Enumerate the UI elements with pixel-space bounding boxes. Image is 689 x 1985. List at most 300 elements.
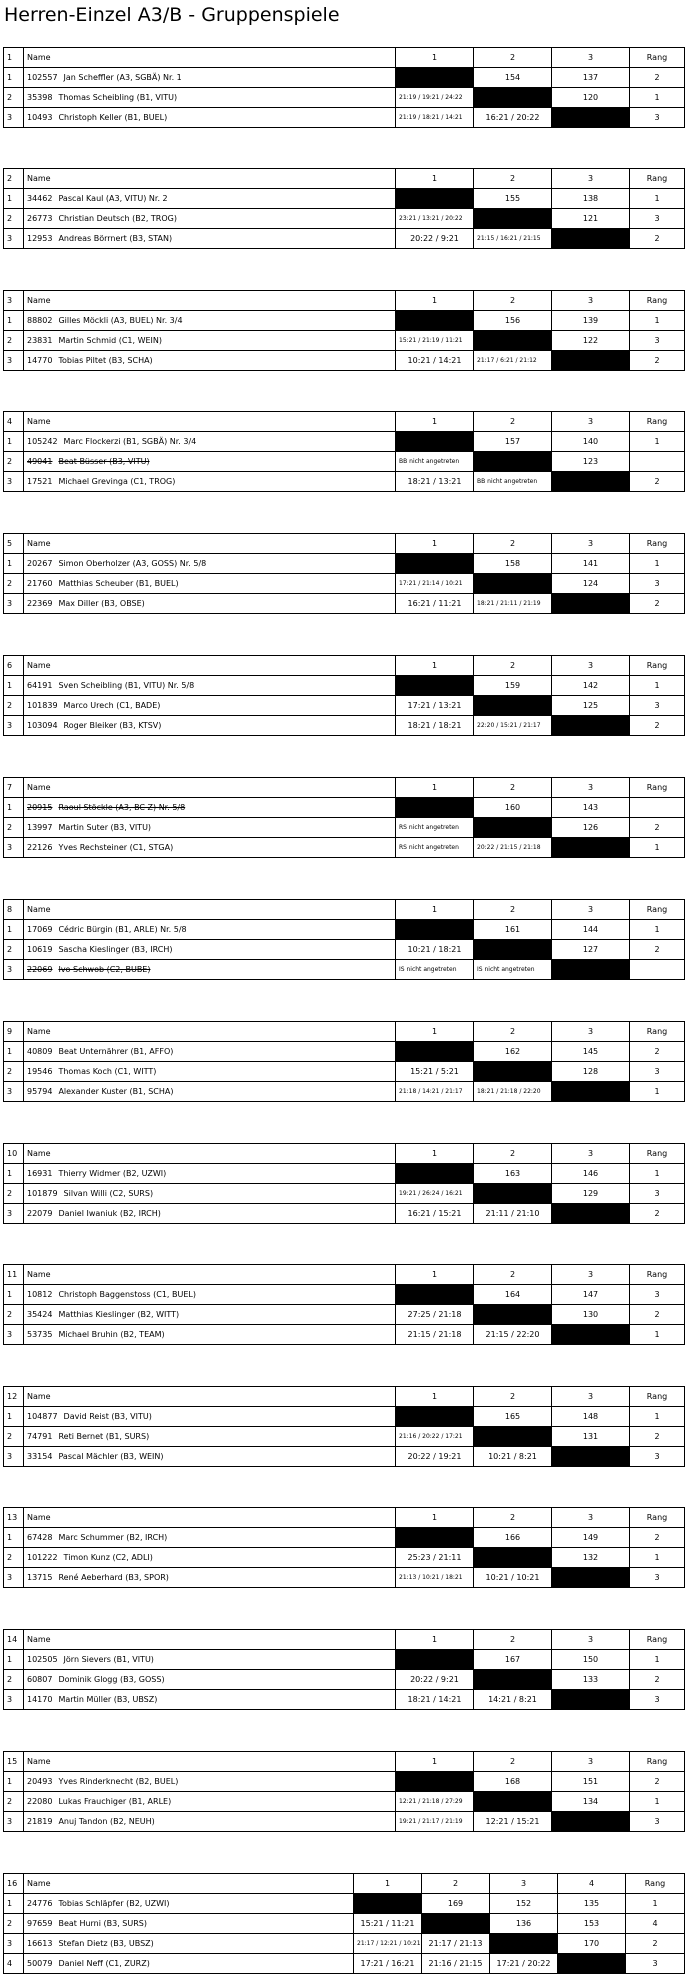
player-row: [4, 1954, 685, 1974]
rank-header: Rang: [630, 900, 685, 920]
player-id: 102505: [27, 1655, 58, 1664]
blocked-cell: [552, 1082, 630, 1102]
rank-header: Rang: [630, 656, 685, 676]
player-cell: [24, 351, 396, 371]
column-header: 1: [396, 1630, 474, 1650]
row-number: 1: [4, 432, 24, 452]
name-header: Name: [24, 1630, 396, 1650]
player-id: 16613: [27, 1939, 53, 1948]
player-cell: [24, 838, 396, 858]
rank-cell: 2: [630, 1528, 685, 1548]
blocked-cell: [474, 940, 552, 960]
player-cell: [24, 229, 396, 249]
group-number: 5: [4, 534, 24, 554]
name-header: Name: [24, 1265, 396, 1285]
score-cell: 20:22 / 9:21: [396, 229, 474, 249]
rank-cell: 1: [630, 920, 685, 940]
player-id: 22079: [27, 1209, 53, 1218]
player-name: Timon Kunz (C2, ADLI): [63, 1553, 153, 1562]
player-id: 22126: [27, 843, 53, 852]
column-header: 3: [552, 1265, 630, 1285]
score-cell: 12:21 / 15:21: [474, 1812, 552, 1832]
rank-header: Rang: [630, 291, 685, 311]
column-header: 2: [474, 1387, 552, 1407]
column-header: 1: [396, 656, 474, 676]
score-cell: 162: [474, 1042, 552, 1062]
score-cell: 167: [474, 1650, 552, 1670]
player-cell: [24, 1548, 396, 1568]
column-header: 2: [474, 291, 552, 311]
player-row: [4, 1285, 685, 1305]
row-number: 2: [4, 818, 24, 838]
player-row: [4, 1934, 685, 1954]
score-cell: 168: [474, 1772, 552, 1792]
name-header: Name: [24, 48, 396, 68]
row-number: 4: [4, 1954, 24, 1974]
row-number: 2: [4, 1792, 24, 1812]
name-header: Name: [24, 1022, 396, 1042]
row-number: 2: [4, 1305, 24, 1325]
score-cell: 21:17 / 12:21 / 10:21: [354, 1934, 422, 1954]
score-cell: 10:21 / 10:21: [474, 1568, 552, 1588]
score-cell: 138: [552, 189, 630, 209]
column-header: 3: [552, 1508, 630, 1528]
score-cell: 125: [552, 696, 630, 716]
player-row: [4, 594, 685, 614]
score-cell: 19:21 / 26:24 / 16:21: [396, 1184, 474, 1204]
group-number: 12: [4, 1387, 24, 1407]
score-cell: 17:21 / 13:21: [396, 696, 474, 716]
score-cell: 155: [474, 189, 552, 209]
score-cell: 144: [552, 920, 630, 940]
player-row: [4, 331, 685, 351]
player-id: 35398: [27, 93, 53, 102]
score-cell: 10:21 / 8:21: [474, 1447, 552, 1467]
player-name: Beat Unternährer (B1, AFFO): [58, 1047, 174, 1056]
group-header-row: [4, 291, 685, 311]
rank-cell: 2: [630, 472, 685, 492]
blocked-cell: [474, 1792, 552, 1812]
player-id: 35424: [27, 1310, 53, 1319]
column-header: 3: [552, 291, 630, 311]
player-cell: [24, 1650, 396, 1670]
score-cell: 25:23 / 21:11: [396, 1548, 474, 1568]
player-row: [4, 574, 685, 594]
row-number: 3: [4, 1325, 24, 1345]
row-number: 3: [4, 960, 24, 980]
rank-cell: 3: [630, 1285, 685, 1305]
player-name: Pascal Kaul (A3, VITU) Nr. 2: [58, 194, 168, 203]
player-id: 21819: [27, 1817, 53, 1826]
score-cell: 148: [552, 1407, 630, 1427]
player-cell: [24, 716, 396, 736]
rank-cell: 2: [626, 1934, 685, 1954]
rank-cell: 1: [630, 1548, 685, 1568]
player-cell: [24, 1204, 396, 1224]
player-row: [4, 1204, 685, 1224]
name-header: Name: [24, 1752, 396, 1772]
player-name: Stefan Dietz (B3, UBSZ): [58, 1939, 154, 1948]
player-row: [4, 1184, 685, 1204]
rank-cell: 1: [630, 1082, 685, 1102]
row-number: 2: [4, 88, 24, 108]
score-cell: 134: [552, 1792, 630, 1812]
blocked-cell: [474, 696, 552, 716]
row-number: 1: [4, 676, 24, 696]
group-header-row: [4, 778, 685, 798]
rank-cell: 3: [626, 1954, 685, 1974]
row-number: 3: [4, 1934, 24, 1954]
blocked-cell: [474, 574, 552, 594]
row-number: 1: [4, 1894, 24, 1914]
player-row: [4, 1082, 685, 1102]
rank-cell: [630, 452, 685, 472]
player-cell: [24, 108, 396, 128]
player-row: [4, 472, 685, 492]
row-number: 2: [4, 1427, 24, 1447]
column-header: 3: [552, 778, 630, 798]
blocked-cell: [474, 1427, 552, 1447]
row-number: 1: [4, 1285, 24, 1305]
row-number: 3: [4, 1812, 24, 1832]
player-cell: [24, 1670, 396, 1690]
column-header: 2: [474, 900, 552, 920]
blocked-cell: [396, 920, 474, 940]
rank-cell: 4: [626, 1914, 685, 1934]
score-cell: 21:13 / 10:21 / 18:21: [396, 1568, 474, 1588]
player-id: 40809: [27, 1047, 53, 1056]
group-header-row: [4, 1874, 685, 1894]
group-table-10: [3, 1143, 685, 1224]
group-table-12: [3, 1386, 685, 1467]
player-row: [4, 1528, 685, 1548]
player-row: [4, 229, 685, 249]
column-header: 1: [354, 1874, 422, 1894]
group-number: 8: [4, 900, 24, 920]
blocked-cell: [474, 1670, 552, 1690]
score-cell: 135: [558, 1894, 626, 1914]
column-header: 1: [396, 1144, 474, 1164]
player-cell: [24, 1772, 396, 1792]
player-name: Simon Oberholzer (A3, GOSS) Nr. 5/8: [58, 559, 207, 568]
score-cell: 15:21 / 11:21: [354, 1914, 422, 1934]
score-cell: 15:21 / 5:21: [396, 1062, 474, 1082]
player-name: Matthias Kieslinger (B2, WITT): [58, 1310, 180, 1319]
rank-cell: 3: [630, 1812, 685, 1832]
rank-header: Rang: [630, 48, 685, 68]
score-cell: 21:15 / 22:20: [474, 1325, 552, 1345]
player-id: 19546: [27, 1067, 53, 1076]
group-table-11: [3, 1264, 685, 1345]
score-cell: BB nicht angetreten: [396, 452, 474, 472]
rank-cell: 1: [630, 676, 685, 696]
rank-cell: [630, 960, 685, 980]
player-name: Silvan Willi (C2, SURS): [63, 1189, 154, 1198]
name-header: Name: [24, 169, 396, 189]
column-header: 2: [474, 778, 552, 798]
rank-cell: 2: [630, 68, 685, 88]
player-cell: [24, 1325, 396, 1345]
player-name: Martin Suter (B3, VITU): [58, 823, 152, 832]
player-cell: [24, 1528, 396, 1548]
group-header-row: [4, 534, 685, 554]
player-cell: [24, 1792, 396, 1812]
player-name: Christoph Keller (B1, BUEL): [58, 113, 168, 122]
score-cell: 159: [474, 676, 552, 696]
player-row: [4, 1062, 685, 1082]
blocked-cell: [490, 1934, 558, 1954]
player-row: [4, 716, 685, 736]
score-cell: 129: [552, 1184, 630, 1204]
score-cell: 17:21 / 21:14 / 10:21: [396, 574, 474, 594]
player-name: Lukas Frauchiger (B1, ARLE): [58, 1797, 172, 1806]
column-header: 2: [474, 656, 552, 676]
player-row: [4, 108, 685, 128]
player-id: 103094: [27, 721, 58, 730]
player-row: [4, 1407, 685, 1427]
score-cell: 147: [552, 1285, 630, 1305]
blocked-cell: [396, 1528, 474, 1548]
rank-header: Rang: [630, 412, 685, 432]
group-table-1: [3, 47, 685, 128]
score-cell: 145: [552, 1042, 630, 1062]
score-cell: 122: [552, 331, 630, 351]
row-number: 3: [4, 229, 24, 249]
player-id: 95794: [27, 1087, 53, 1096]
blocked-cell: [552, 1325, 630, 1345]
score-cell: 121: [552, 209, 630, 229]
score-cell: 139: [552, 311, 630, 331]
score-cell: 143: [552, 798, 630, 818]
row-number: 1: [4, 1528, 24, 1548]
score-cell: 10:21 / 14:21: [396, 351, 474, 371]
group-header-row: [4, 1265, 685, 1285]
player-id: 17069: [27, 925, 53, 934]
group-number: 7: [4, 778, 24, 798]
player-row: [4, 1042, 685, 1062]
player-name: Cédric Bürgin (B1, ARLE) Nr. 5/8: [58, 925, 187, 934]
score-cell: 156: [474, 311, 552, 331]
score-cell: 128: [552, 1062, 630, 1082]
rank-header: Rang: [630, 1387, 685, 1407]
rank-cell: 3: [630, 209, 685, 229]
player-cell: [24, 1914, 354, 1934]
player-name: Marc Flockerzi (B1, SGBÄ) Nr. 3/4: [63, 437, 197, 446]
player-name: Ivo Schwob (C2, BUBE): [58, 965, 151, 974]
rank-cell: 2: [630, 229, 685, 249]
player-id: 20267: [27, 559, 53, 568]
player-id: 26773: [27, 214, 53, 223]
player-row: [4, 1812, 685, 1832]
player-row: [4, 1690, 685, 1710]
player-id: 10619: [27, 945, 53, 954]
player-id: 53735: [27, 1330, 53, 1339]
group-header-row: [4, 656, 685, 676]
name-header: Name: [24, 412, 396, 432]
player-row: [4, 1792, 685, 1812]
rank-cell: 2: [630, 351, 685, 371]
rank-header: Rang: [630, 1508, 685, 1528]
player-name: Roger Bleiker (B3, KTSV): [63, 721, 162, 730]
blocked-cell: [474, 1305, 552, 1325]
rank-cell: 1: [626, 1894, 685, 1914]
player-id: 10812: [27, 1290, 53, 1299]
player-name: Alexander Kuster (B1, SCHA): [58, 1087, 174, 1096]
column-header: 2: [474, 169, 552, 189]
score-cell: 17:21 / 20:22: [490, 1954, 558, 1974]
player-name: Michael Bruhin (B2, TEAM): [58, 1330, 165, 1339]
rank-cell: 2: [630, 940, 685, 960]
rank-header: Rang: [630, 1265, 685, 1285]
column-header: 3: [552, 900, 630, 920]
name-header: Name: [24, 291, 396, 311]
score-cell: 131: [552, 1427, 630, 1447]
rank-cell: 1: [630, 1407, 685, 1427]
score-cell: 18:21 / 18:21: [396, 716, 474, 736]
group-number: 1: [4, 48, 24, 68]
player-id: 10493: [27, 113, 53, 122]
player-name: Thomas Koch (C1, WITT): [58, 1067, 157, 1076]
score-cell: 140: [552, 432, 630, 452]
player-cell: [24, 1934, 354, 1954]
blocked-cell: [474, 209, 552, 229]
row-number: 2: [4, 574, 24, 594]
player-row: [4, 1650, 685, 1670]
score-cell: 18:21 / 13:21: [396, 472, 474, 492]
name-header: Name: [24, 778, 396, 798]
player-cell: [24, 331, 396, 351]
player-name: René Aeberhard (B3, SPOR): [58, 1573, 169, 1582]
group-number: 13: [4, 1508, 24, 1528]
score-cell: 151: [552, 1772, 630, 1792]
column-header: 1: [396, 1752, 474, 1772]
score-cell: 146: [552, 1164, 630, 1184]
score-cell: 21:15 / 16:21 / 21:15: [474, 229, 552, 249]
blocked-cell: [396, 1772, 474, 1792]
score-cell: 169: [422, 1894, 490, 1914]
column-header: 1: [396, 900, 474, 920]
player-row: [4, 920, 685, 940]
player-name: Jörn Sievers (B1, VITU): [63, 1655, 154, 1664]
rank-header: Rang: [630, 778, 685, 798]
player-name: Andreas Börrnert (B3, STAN): [58, 234, 173, 243]
group-header-row: [4, 900, 685, 920]
score-cell: IS nicht angetreten: [396, 960, 474, 980]
blocked-cell: [396, 554, 474, 574]
group-number: 9: [4, 1022, 24, 1042]
rank-cell: 1: [630, 554, 685, 574]
player-cell: [24, 1954, 354, 1974]
score-cell: 166: [474, 1528, 552, 1548]
blocked-cell: [396, 311, 474, 331]
player-cell: [24, 432, 396, 452]
score-cell: 124: [552, 574, 630, 594]
player-name: Marc Schummer (B2, IRCH): [58, 1533, 168, 1542]
player-name: Martin Müller (B3, UBSZ): [58, 1695, 158, 1704]
row-number: 3: [4, 1447, 24, 1467]
group-number: 2: [4, 169, 24, 189]
player-name: Michael Grevinga (C1, TROG): [58, 477, 176, 486]
rank-cell: 2: [630, 1427, 685, 1447]
player-id: 64191: [27, 681, 53, 690]
group-header-row: [4, 1387, 685, 1407]
score-cell: 158: [474, 554, 552, 574]
score-cell: 132: [552, 1548, 630, 1568]
player-id: 16931: [27, 1169, 53, 1178]
player-name: Daniel Iwaniuk (B2, IRCH): [58, 1209, 161, 1218]
rank-cell: 1: [630, 189, 685, 209]
group-header-row: [4, 1144, 685, 1164]
player-id: 22069: [27, 965, 53, 974]
blocked-cell: [396, 1407, 474, 1427]
name-header: Name: [24, 534, 396, 554]
score-cell: 20:22 / 9:21: [396, 1670, 474, 1690]
player-row: [4, 1427, 685, 1447]
player-cell: [24, 1894, 354, 1914]
score-cell: 15:21 / 21:19 / 11:21: [396, 331, 474, 351]
rank-cell: 1: [630, 1650, 685, 1670]
score-cell: 17:21 / 16:21: [354, 1954, 422, 1974]
player-name: Thomas Scheibling (B1, VITU): [58, 93, 178, 102]
player-name: Beat Hurni (B3, SURS): [58, 1919, 147, 1928]
player-id: 97659: [27, 1919, 53, 1928]
score-cell: 16:21 / 20:22: [474, 108, 552, 128]
player-row: [4, 68, 685, 88]
blocked-cell: [422, 1914, 490, 1934]
column-header: 3: [552, 1752, 630, 1772]
column-header: 2: [474, 1752, 552, 1772]
player-row: [4, 432, 685, 452]
player-row: [4, 311, 685, 331]
player-row: [4, 940, 685, 960]
row-number: 1: [4, 1650, 24, 1670]
name-header: Name: [24, 1508, 396, 1528]
rank-header: Rang: [630, 1022, 685, 1042]
row-number: 1: [4, 798, 24, 818]
score-cell: 153: [558, 1914, 626, 1934]
row-number: 1: [4, 1772, 24, 1792]
player-row: [4, 696, 685, 716]
blocked-cell: [474, 1184, 552, 1204]
score-cell: 21:16 / 20:22 / 17:21: [396, 1427, 474, 1447]
player-cell: [24, 209, 396, 229]
player-id: 12953: [27, 234, 53, 243]
column-header: 3: [552, 1022, 630, 1042]
player-id: 105242: [27, 437, 58, 446]
player-name: Sven Scheibling (B1, VITU) Nr. 5/8: [58, 681, 195, 690]
row-number: 2: [4, 1062, 24, 1082]
blocked-cell: [396, 676, 474, 696]
player-cell: [24, 696, 396, 716]
column-header: 3: [552, 412, 630, 432]
column-header: 3: [552, 1387, 630, 1407]
score-cell: 16:21 / 15:21: [396, 1204, 474, 1224]
player-row: [4, 1548, 685, 1568]
group-table-4: [3, 411, 685, 492]
column-header: 3: [552, 169, 630, 189]
row-number: 2: [4, 940, 24, 960]
player-id: 14770: [27, 356, 53, 365]
rank-cell: 2: [630, 1772, 685, 1792]
player-cell: [24, 1082, 396, 1102]
player-cell: [24, 1305, 396, 1325]
blocked-cell: [552, 716, 630, 736]
player-cell: [24, 189, 396, 209]
group-header-row: [4, 1508, 685, 1528]
column-header: 2: [474, 534, 552, 554]
score-cell: 154: [474, 68, 552, 88]
score-cell: 18:21 / 21:18 / 22:20: [474, 1082, 552, 1102]
